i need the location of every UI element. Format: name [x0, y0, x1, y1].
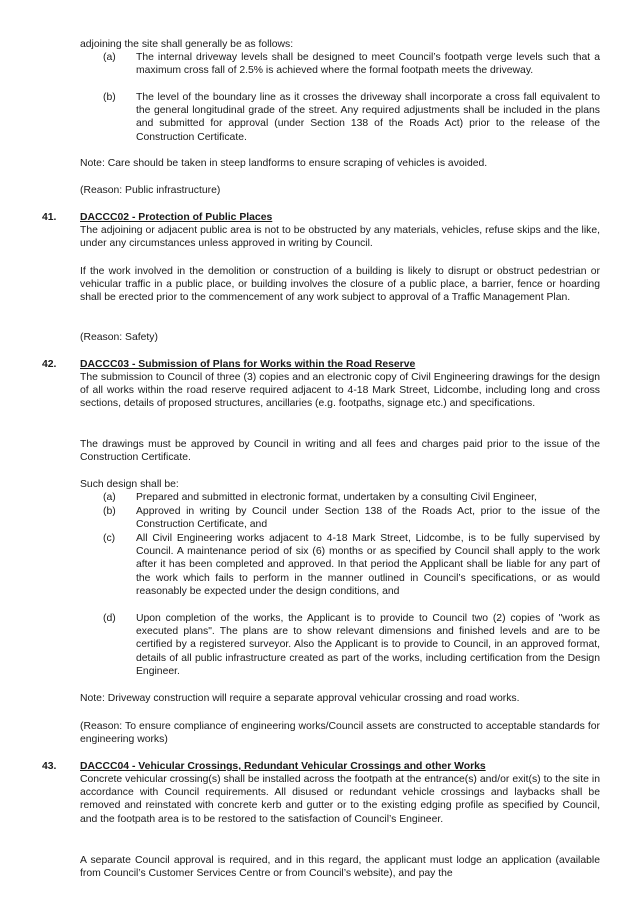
list-label: (b)	[103, 506, 116, 517]
intro-reason: (Reason: Public infrastructure)	[80, 185, 221, 196]
list-label: (c)	[103, 533, 116, 544]
list-label: (d)	[103, 613, 116, 624]
condition-41-heading: DACCC02 - Protection of Public Places	[80, 212, 273, 223]
condition-41-number: 41.	[42, 212, 57, 223]
list-text: Approved in writing by Council under Section 138 of the Roads Act, prior to the issue of the Construction Certificate, and	[136, 506, 600, 531]
list-label: (a)	[103, 492, 116, 503]
list-text: Prepared and submitted in electronic format, undertaken by a consulting Civil Engineer,	[136, 492, 537, 503]
list-label: (b)	[103, 92, 116, 103]
condition-41-para-2: If the work involved in the demolition or construction of a building is likely to disrupt or obstruct pedestrian or vehicular traffic in a public place, or building involves the closure of a public place, a barrier, fence or hoarding shall be erected prior to the commencement of any work subject to approval of a Traffic Management Plan.	[80, 266, 600, 304]
list-text: Upon completion of the works, the Applicant is to provide to Council two (2) copies of "work as executed plans". The plans are to show relevant dimensions and finished levels and are to be certified by a registered surveyor. Also the Applicant is to provide to Council, in an approved format, details of all public infrastructure created as part of the works, including certification from the Design Engineer.	[136, 613, 600, 677]
condition-42-heading: DACCC03 - Submission of Plans for Works within the Road Reserve	[80, 359, 416, 370]
condition-41-para-1: The adjoining or adjacent public area is not to be obstructed by any materials, vehicles, refuse skips and the like, under any circumstances unless approved in writing by Council.	[80, 225, 600, 250]
condition-42-note: Note: Driveway construction will require a separate approval vehicular crossing and road works.	[80, 693, 520, 704]
condition-43-para-2: A separate Council approval is required, and in this regard, the applicant must lodge an application (available from Council’s Customer Services Centre or from Council’s website), and pay the	[80, 855, 600, 880]
intro-lead: adjoining the site shall generally be as follows:	[80, 39, 294, 50]
condition-43-heading: DACCC04 - Vehicular Crossings, Redundant Vehicular Crossings and other Works	[80, 761, 486, 772]
condition-42-lead: Such design shall be:	[80, 479, 179, 490]
condition-42-para-1: The submission to Council of three (3) copies and an electronic copy of Civil Engineering drawings for the design of all works within the road reserve required adjacent to 4-18 Mark Street, Lidcombe, including long and cross sections, details of proposed structures, ancillaries (e.g. footpaths, signage etc.) and specifications.	[80, 372, 600, 410]
condition-41-reason: (Reason: Safety)	[80, 332, 158, 343]
list-label: (a)	[103, 52, 116, 63]
intro-note: Note: Care should be taken in steep landforms to ensure scraping of vehicles is avoided.	[80, 158, 488, 169]
condition-43-number: 43.	[42, 761, 57, 772]
list-text: All Civil Engineering works adjacent to 4-18 Mark Street, Lidcombe, is to be fully supervised by Council. A maintenance period of six (6) months or as specified by Council shall apply to the work after it has been completed and approved. In that period the Applicant shall be liable for any part of the work which fails to perform in the manner outlined in Council’s specifications, or as would reasonably be expected under the design conditions, and	[136, 533, 600, 597]
list-text: The internal driveway levels shall be designed to meet Council’s footpath verge levels such that a maximum cross fall of 2.5% is achieved where the formal footpath meets the driveway.	[136, 52, 600, 77]
condition-42-number: 42.	[42, 359, 57, 370]
condition-42-reason: (Reason: To ensure compliance of engineering works/Council assets are constructed to acceptable standards for engineering works)	[80, 721, 600, 746]
condition-43-para-1: Concrete vehicular crossing(s) shall be installed across the footpath at the entrance(s) and/or exit(s) to the site in accordance with Council requirements. All disused or redundant vehicle crossings and laybacks shall be removed and reinstated with concrete kerb and gutter or to the existing edging profile as specified by Council, and the footpath area is to be restored to the satisfaction of Council’s Engineer.	[80, 774, 600, 825]
condition-42-para-2: The drawings must be approved by Council in writing and all fees and charges paid prior to the issue of the Construction Certificate.	[80, 439, 600, 464]
list-text: The level of the boundary line as it crosses the driveway shall incorporate a cross fall equivalent to the general longitudinal grade of the street. Any required adjustments shall be included in the plans and submitted for approval (under Section 138 of the Roads Act) prior to the release of the Construction Certificate.	[136, 92, 600, 143]
